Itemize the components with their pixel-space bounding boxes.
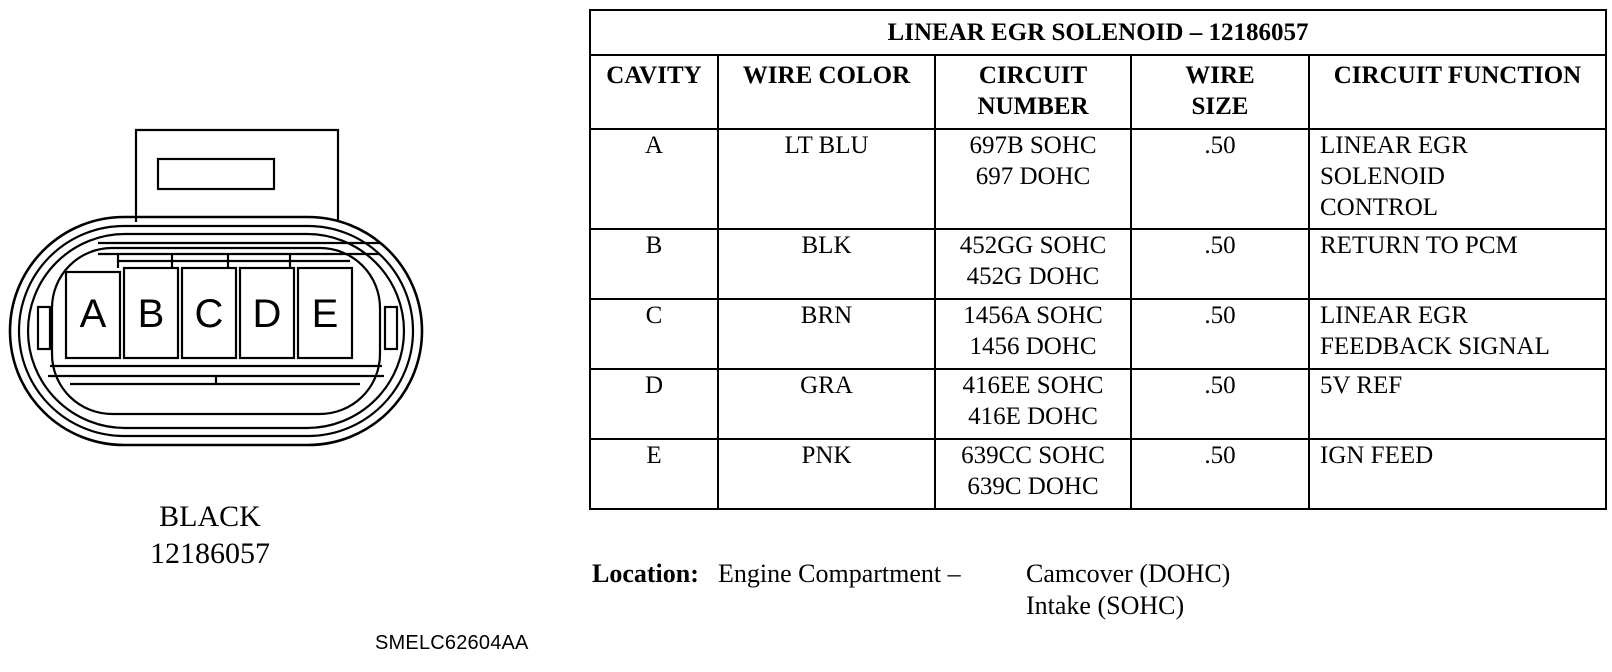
- header-wire-color: WIRE COLOR: [718, 55, 935, 129]
- function-line: LINEAR EGR: [1320, 302, 1468, 329]
- circuit-number-sohc: 639CC SOHC: [961, 442, 1105, 469]
- connector-color-label: BLACK: [159, 500, 261, 533]
- function-line: 5V REF: [1320, 372, 1403, 399]
- cell-wire-size: .50: [1131, 229, 1309, 299]
- header-circuit-number-line1: CIRCUIT: [978, 62, 1088, 89]
- cavity-c-label: C: [194, 292, 224, 336]
- cell-circuit-number: [935, 369, 1131, 439]
- header-circuit-number-line2: NUMBER: [977, 93, 1089, 120]
- table-title: LINEAR EGR SOLENOID – 12186057: [590, 10, 1606, 55]
- header-wire-size: [1131, 55, 1309, 129]
- table-row: [590, 369, 1606, 439]
- cell-wire-color: PNK: [718, 439, 935, 509]
- cell-circuit-number: [935, 299, 1131, 369]
- cavity-d-label: D: [252, 292, 282, 336]
- header-wire-size-line2: SIZE: [1191, 93, 1249, 120]
- connector-part-number: 12186057: [150, 537, 270, 570]
- cell-wire-color: BLK: [718, 229, 935, 299]
- connector-latch: [136, 130, 338, 222]
- cell-circuit-number: [935, 229, 1131, 299]
- table-row: [590, 299, 1606, 369]
- table-row: [590, 439, 1606, 509]
- cell-cavity: E: [590, 439, 718, 509]
- circuit-number-dohc: 416E DOHC: [968, 403, 1098, 430]
- table-row: [590, 129, 1606, 229]
- figure-id: SMELC62604AA: [375, 632, 529, 654]
- latch-window: [158, 159, 274, 189]
- function-line: IGN FEED: [1320, 442, 1434, 469]
- cell-circuit-function: [1309, 439, 1606, 509]
- header-circuit-number: [935, 55, 1131, 129]
- cell-wire-size: .50: [1131, 439, 1309, 509]
- circuit-number-sohc: 697B SOHC: [969, 132, 1097, 159]
- circuit-number-dohc: 639C DOHC: [967, 473, 1099, 500]
- header-circuit-function: CIRCUIT FUNCTION: [1309, 55, 1606, 129]
- circuit-number-sohc: 1456A SOHC: [963, 302, 1103, 329]
- circuit-number-dohc: 452G DOHC: [966, 263, 1100, 290]
- cell-circuit-function: [1309, 299, 1606, 369]
- function-line: SOLENOID: [1320, 163, 1445, 190]
- cell-wire-size: .50: [1131, 129, 1309, 229]
- cell-wire-color: GRA: [718, 369, 935, 439]
- cavity-a-label: A: [79, 292, 107, 336]
- function-line: LINEAR EGR: [1320, 132, 1468, 159]
- cavity-b-label: B: [137, 292, 165, 336]
- cell-cavity: D: [590, 369, 718, 439]
- cell-cavity: B: [590, 229, 718, 299]
- cell-wire-color: BRN: [718, 299, 935, 369]
- function-line: FEEDBACK SIGNAL: [1320, 333, 1550, 360]
- location-label: Location:: [592, 559, 699, 588]
- cell-wire-color: LT BLU: [718, 129, 935, 229]
- cell-wire-size: .50: [1131, 369, 1309, 439]
- circuit-number-sohc: 416EE SOHC: [962, 372, 1104, 399]
- circuit-number-sohc: 452GG SOHC: [959, 232, 1107, 259]
- circuit-number-dohc: 1456 DOHC: [969, 333, 1097, 360]
- location-value: Engine Compartment –: [718, 559, 961, 588]
- cavity-e-label: E: [311, 292, 339, 336]
- table-row: [590, 229, 1606, 299]
- function-line: RETURN TO PCM: [1320, 232, 1518, 259]
- cell-wire-size: .50: [1131, 299, 1309, 369]
- cell-circuit-number: [935, 129, 1131, 229]
- location-item-dohc: Camcover (DOHC): [1026, 559, 1231, 588]
- cell-cavity: A: [590, 129, 718, 229]
- circuit-number-dohc: 697 DOHC: [975, 163, 1091, 190]
- connector-diagram: [0, 0, 560, 672]
- connector-face-drawing: [0, 0, 560, 460]
- cell-circuit-function: [1309, 229, 1606, 299]
- header-wire-size-line1: WIRE: [1185, 62, 1255, 89]
- location-item-sohc: Intake (SOHC): [1026, 591, 1185, 620]
- cell-cavity: C: [590, 299, 718, 369]
- cell-circuit-number: [935, 439, 1131, 509]
- function-line: CONTROL: [1320, 194, 1439, 221]
- cell-circuit-function: [1309, 129, 1606, 229]
- header-cavity: CAVITY: [590, 55, 718, 129]
- pinout-table: [589, 9, 1607, 510]
- cell-circuit-function: [1309, 369, 1606, 439]
